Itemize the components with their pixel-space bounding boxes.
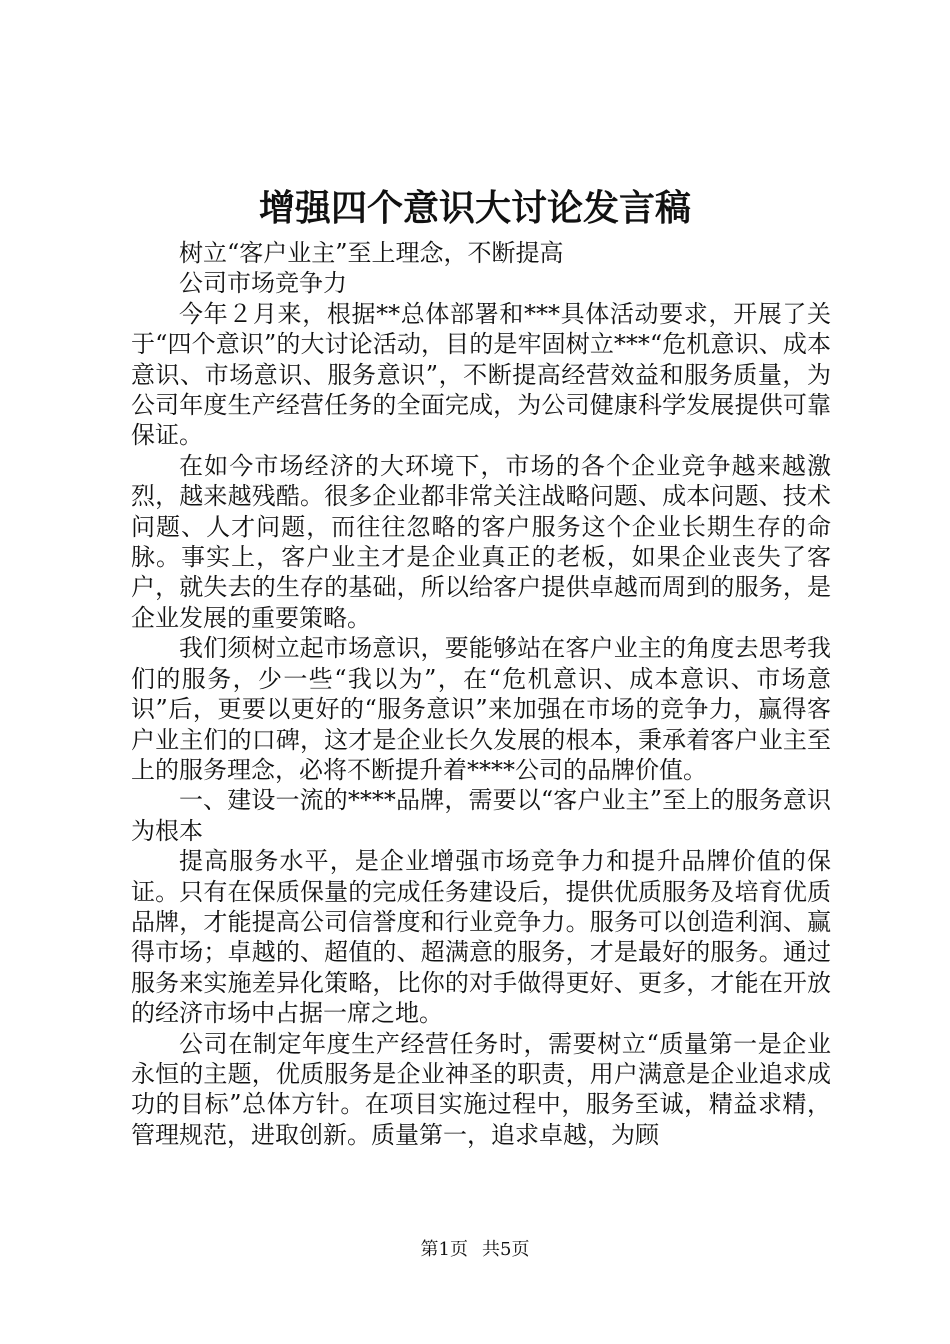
document-body <box>131 238 831 1150</box>
page-total: 共5页 <box>482 1239 530 1260</box>
section-heading-1: 一、建设一流的****品牌，需要以“客户业主”至上的服务意识为根本 <box>131 786 831 845</box>
paragraph-annual-tasks: 公司在制定年度生产经营任务时，需要树立“质量第一是企业永恒的主题，优质服务是企业神圣的职责，用户满意是企业追求成功的目标”总体方针。在项目实施过程中，服务至诚，精益求精，管理规范，进取创新。质量第一，追求卓越，为顾 <box>131 1029 831 1149</box>
paragraph-service-level: 提高服务水平，是企业增强市场竞争力和提升品牌价值的保证。只有在保质保量的完成任务建设后，提供优质服务及培育优质品牌，才能提高公司信誉度和行业竞争力。服务可以创造利润、赢得市场；卓越的、超值的、超满意的服务，才是最好的服务。通过服务来实施差异化策略，比你的对手做得更好、更多，才能在开放的经济市场中占据一席之地。 <box>131 847 831 1028</box>
paragraph-intro: 今年２月来，根据**总体部署和***具体活动要求，开展了关于“四个意识”的大讨论活动，目的是牢固树立***“危机意识、成本意识、市场意识、服务意识”，不断提高经营效益和服务质量，为公司年度生产经营任务的全面完成，为公司健康科学发展提供可靠保证。 <box>131 299 831 450</box>
subtitle-line-1: 树立“客户业主”至上理念，不断提高 <box>179 239 564 267</box>
subtitle-line-2: 公司市场竞争力 <box>179 269 347 298</box>
page-number: 第1页 <box>420 1239 468 1260</box>
document-title: 增强四个意识大讨论发言稿 <box>258 187 691 229</box>
paragraph-market-environment: 在如今市场经济的大环境下，市场的各个企业竞争越来越激烈，越来越残酷。很多企业都非常关注战略问题、成本问题、技术问题、人才问题，而往往忽略的客户服务这个企业长期生存的命脉。事实上，客户业主才是企业真正的老板，如果企业丧失了客户，就失去的生存的基础，所以给客户提供卓越而周到的服务，是企业发展的重要策略。 <box>131 451 831 632</box>
paragraph-market-awareness: 我们须树立起市场意识，要能够站在客户业主的角度去思考我们的服务，少一些“我以为”，在“危机意识、成本意识、市场意识”后，更要以更好的“服务意识”来加强在市场的竞争力，赢得客户业主们的口碑，这才是企业长久发展的根本，秉承着客户业主至上的服务理念，必将不断提升着****公司的品牌价值。 <box>131 634 831 784</box>
page-footer <box>0 1238 950 1262</box>
